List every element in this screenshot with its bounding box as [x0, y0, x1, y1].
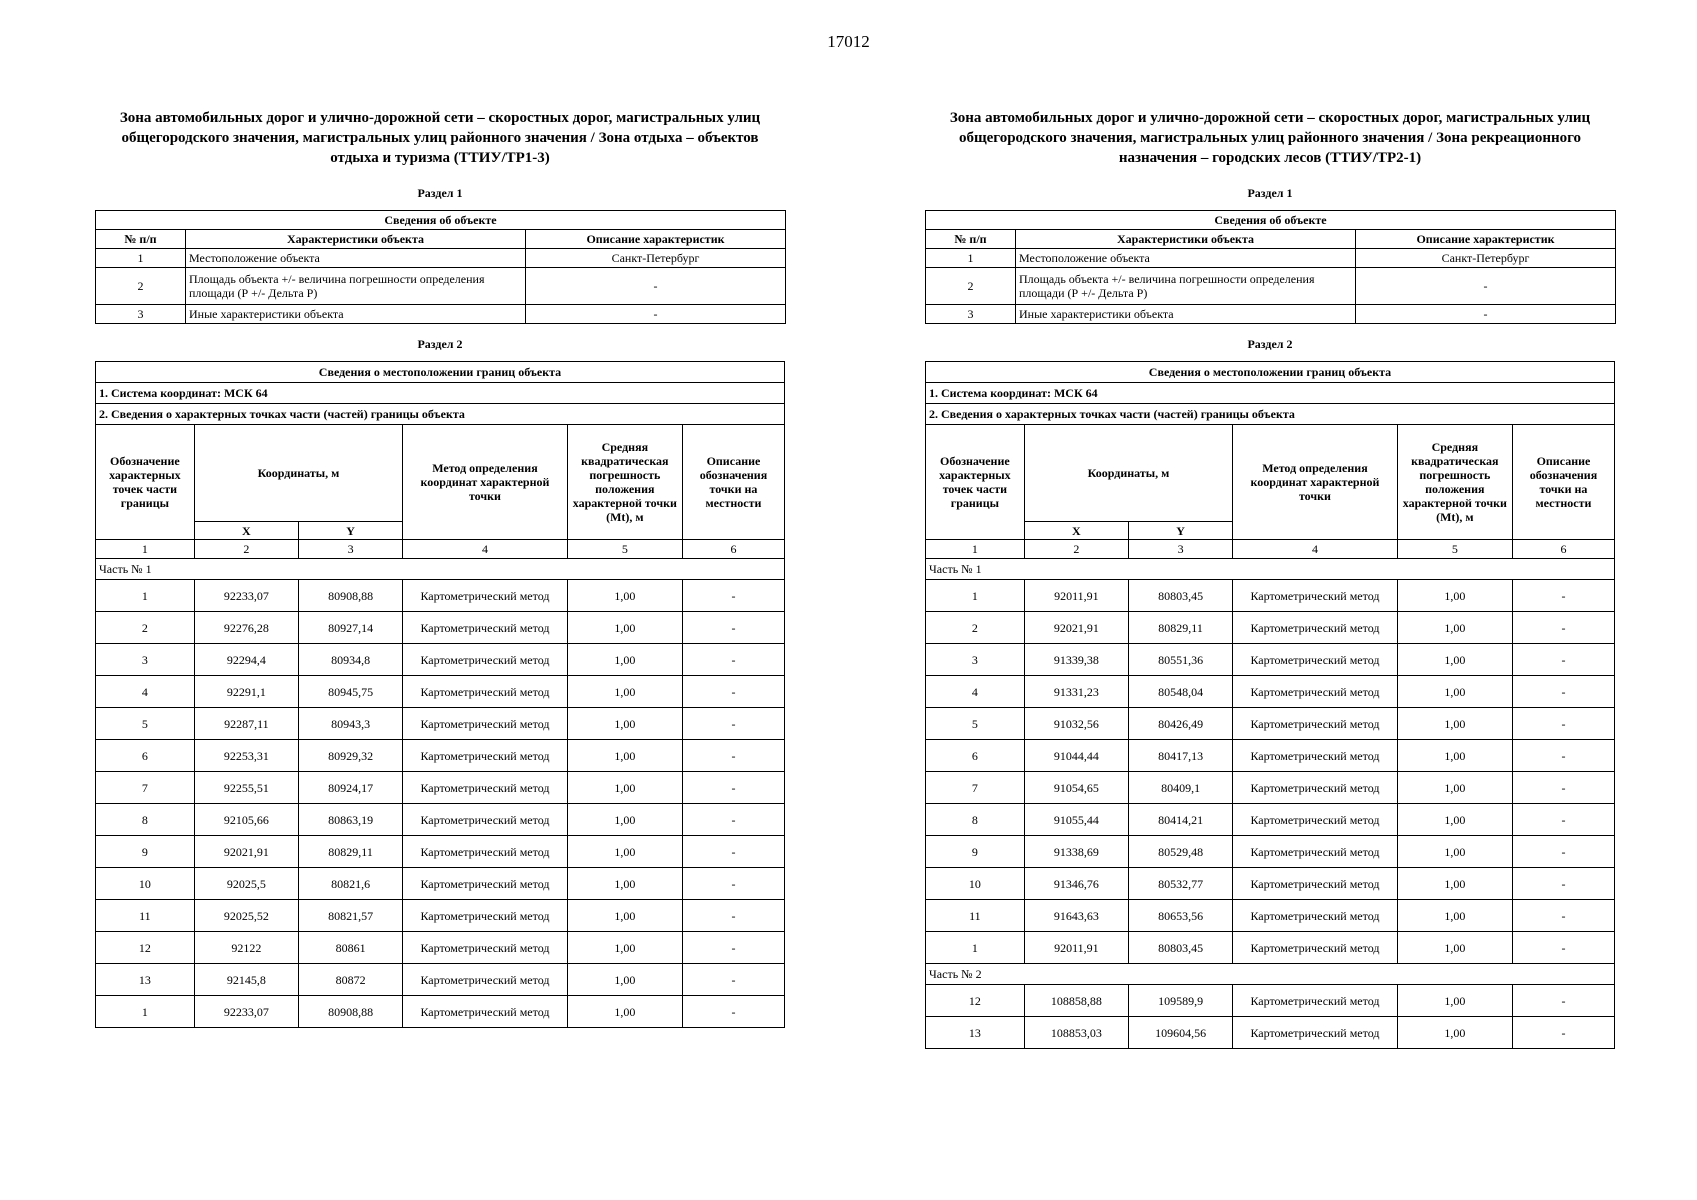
method: Картометрический метод	[403, 772, 568, 804]
col-number-header: № п/п	[96, 230, 186, 249]
info-row	[926, 305, 1616, 324]
col-method-header: Метод определения координат характерной точки	[1233, 425, 1398, 540]
point-id: 1	[926, 932, 1025, 964]
coord-x: 91339,38	[1024, 644, 1128, 676]
coord-y: 80426,49	[1128, 708, 1232, 740]
point-id: 10	[926, 868, 1025, 900]
point-id: 1	[96, 996, 195, 1028]
point-row	[926, 932, 1615, 964]
part-label: Часть № 1	[96, 559, 785, 580]
coord-x: 92287,11	[194, 708, 298, 740]
coord-y: 80409,1	[1128, 772, 1232, 804]
error-value: 1,00	[1397, 612, 1512, 644]
point-id: 4	[96, 676, 195, 708]
info-description: -	[526, 305, 786, 324]
error-value: 1,00	[1397, 644, 1512, 676]
point-row	[96, 772, 785, 804]
point-row	[96, 708, 785, 740]
coord-x: 92025,5	[194, 868, 298, 900]
marking-description: -	[682, 708, 784, 740]
method: Картометрический метод	[1233, 580, 1398, 612]
point-id: 8	[96, 804, 195, 836]
point-id: 1	[96, 580, 195, 612]
coord-x: 91346,76	[1024, 868, 1128, 900]
point-id: 8	[926, 804, 1025, 836]
marking-description: -	[682, 772, 784, 804]
coord-x: 91044,44	[1024, 740, 1128, 772]
info-number: 1	[96, 249, 186, 268]
coord-x: 92122	[194, 932, 298, 964]
section-1-label: Раздел 1	[1247, 186, 1293, 200]
error-value: 1,00	[1397, 676, 1512, 708]
marking-description: -	[682, 804, 784, 836]
point-id: 5	[96, 708, 195, 740]
error-value: 1,00	[1397, 868, 1512, 900]
coord-y: 109604,56	[1128, 1017, 1232, 1049]
info-description: -	[526, 268, 786, 305]
error-value: 1,00	[567, 932, 682, 964]
col-number-5: 5	[1397, 540, 1512, 559]
coord-y: 109589,9	[1128, 985, 1232, 1017]
method: Картометрический метод	[1233, 868, 1398, 900]
info-description: -	[1356, 305, 1616, 324]
coordinate-system: 1. Система координат: МСК 64	[926, 383, 1615, 404]
coord-x: 92025,52	[194, 900, 298, 932]
col-number-3: 3	[298, 540, 402, 559]
marking-description: -	[682, 580, 784, 612]
error-value: 1,00	[1397, 836, 1512, 868]
marking-description: -	[1512, 612, 1614, 644]
document-panel-right	[925, 108, 1615, 1049]
part-label: Часть № 1	[926, 559, 1615, 580]
info-row	[926, 268, 1616, 305]
error-value: 1,00	[567, 868, 682, 900]
col-number-2: 2	[194, 540, 298, 559]
method: Картометрический метод	[403, 676, 568, 708]
coord-y: 80945,75	[298, 676, 402, 708]
marking-description: -	[682, 900, 784, 932]
error-value: 1,00	[567, 996, 682, 1028]
method: Картометрический метод	[403, 932, 568, 964]
point-row	[96, 868, 785, 900]
point-id: 13	[926, 1017, 1025, 1049]
point-row	[926, 708, 1615, 740]
point-id: 12	[96, 932, 195, 964]
col-y-header: Y	[298, 522, 402, 540]
marking-description: -	[1512, 644, 1614, 676]
points-header: 2. Сведения о характерных точках части (частей) границы объекта	[926, 404, 1615, 425]
col-error-header: Средняя квадратическая погрешность положения характерной точки (Mt), м	[567, 425, 682, 540]
info-row	[926, 249, 1616, 268]
method: Картометрический метод	[1233, 740, 1398, 772]
coord-x: 91054,65	[1024, 772, 1128, 804]
coord-x: 91032,56	[1024, 708, 1128, 740]
col-coords-header: Координаты, м	[1024, 425, 1232, 522]
zone-title: Зона автомобильных дорог и улично-дорожной сети – скоростных дорог, магистральных улиц общегородского значения, магистральных улиц районного значения / Зона отдыха – объектов отдыха и туризма (ТТИУ/ТР1-3)	[119, 110, 761, 166]
point-id: 10	[96, 868, 195, 900]
coord-y: 80861	[298, 932, 402, 964]
col-marking-header: Описание обозначения точки на местности	[682, 425, 784, 540]
coord-x: 91055,44	[1024, 804, 1128, 836]
coord-x: 108858,88	[1024, 985, 1128, 1017]
coord-x: 92253,31	[194, 740, 298, 772]
point-id: 5	[926, 708, 1025, 740]
col-number-header: № п/п	[926, 230, 1016, 249]
coord-x: 91331,23	[1024, 676, 1128, 708]
col-number-2: 2	[1024, 540, 1128, 559]
coord-y: 80934,8	[298, 644, 402, 676]
point-row	[96, 964, 785, 996]
error-value: 1,00	[567, 900, 682, 932]
error-value: 1,00	[1397, 804, 1512, 836]
point-row	[96, 900, 785, 932]
section-1-label: Раздел 1	[417, 186, 463, 200]
coord-x: 92233,07	[194, 996, 298, 1028]
coord-y: 80829,11	[298, 836, 402, 868]
point-id: 1	[926, 580, 1025, 612]
coord-y: 80414,21	[1128, 804, 1232, 836]
col-x-header: X	[194, 522, 298, 540]
boundary-location-table	[925, 361, 1615, 1049]
col-y-header: Y	[1128, 522, 1232, 540]
coord-y: 80872	[298, 964, 402, 996]
point-row	[926, 900, 1615, 932]
col-number-5: 5	[567, 540, 682, 559]
marking-description: -	[1512, 836, 1614, 868]
info-characteristic: Местоположение объекта	[1016, 249, 1356, 268]
coord-x: 92011,91	[1024, 932, 1128, 964]
point-id: 2	[926, 612, 1025, 644]
point-id: 13	[96, 964, 195, 996]
document-panel-left	[95, 108, 785, 1028]
marking-description: -	[1512, 985, 1614, 1017]
coord-y: 80821,6	[298, 868, 402, 900]
marking-description: -	[682, 964, 784, 996]
info-number: 2	[96, 268, 186, 305]
method: Картометрический метод	[1233, 900, 1398, 932]
boundary-location-table	[95, 361, 785, 1028]
col-description-header: Описание характеристик	[526, 230, 786, 249]
marking-description: -	[1512, 868, 1614, 900]
method: Картометрический метод	[1233, 985, 1398, 1017]
info-characteristic: Площадь объекта +/- величина погрешности определения площади (Р +/- Дельта Р)	[1016, 268, 1356, 305]
point-row	[96, 932, 785, 964]
error-value: 1,00	[567, 644, 682, 676]
coord-y: 80551,36	[1128, 644, 1232, 676]
marking-description: -	[1512, 676, 1614, 708]
col-number-4: 4	[403, 540, 568, 559]
coord-x: 91338,69	[1024, 836, 1128, 868]
point-row	[926, 804, 1615, 836]
error-value: 1,00	[1397, 708, 1512, 740]
coord-y: 80653,56	[1128, 900, 1232, 932]
zone-title: Зона автомобильных дорог и улично-дорожной сети – скоростных дорог, магистральных улиц общегородского значения, магистральных улиц районного значения / Зона рекреационного назначения – городских лесов (ТТИУ/ТР2-1)	[949, 110, 1591, 166]
coord-y: 80927,14	[298, 612, 402, 644]
marking-description: -	[1512, 772, 1614, 804]
method: Картометрический метод	[1233, 644, 1398, 676]
marking-description: -	[682, 740, 784, 772]
point-id: 7	[926, 772, 1025, 804]
point-row	[96, 804, 785, 836]
col-number-6: 6	[1512, 540, 1614, 559]
point-row	[926, 836, 1615, 868]
info-row	[96, 268, 786, 305]
col-marking-header: Описание обозначения точки на местности	[1512, 425, 1614, 540]
info-description: Санкт-Петербург	[526, 249, 786, 268]
marking-description: -	[682, 932, 784, 964]
coord-x: 108853,03	[1024, 1017, 1128, 1049]
coord-y: 80829,11	[1128, 612, 1232, 644]
coord-y: 80908,88	[298, 580, 402, 612]
method: Картометрический метод	[1233, 804, 1398, 836]
marking-description: -	[682, 868, 784, 900]
coord-x: 91643,63	[1024, 900, 1128, 932]
location-header: Сведения о местоположении границ объекта	[96, 362, 785, 383]
page-number: 17012	[827, 32, 870, 51]
method: Картометрический метод	[403, 836, 568, 868]
method: Картометрический метод	[403, 708, 568, 740]
point-id: 9	[96, 836, 195, 868]
point-id: 9	[926, 836, 1025, 868]
coord-y: 80863,19	[298, 804, 402, 836]
method: Картометрический метод	[403, 900, 568, 932]
coord-x: 92291,1	[194, 676, 298, 708]
method: Картометрический метод	[403, 964, 568, 996]
method: Картометрический метод	[403, 996, 568, 1028]
col-description-header: Описание характеристик	[1356, 230, 1616, 249]
point-row	[926, 985, 1615, 1017]
method: Картометрический метод	[403, 644, 568, 676]
part-row	[926, 964, 1615, 985]
part-row	[926, 559, 1615, 580]
info-characteristic: Местоположение объекта	[186, 249, 526, 268]
info-description: -	[1356, 268, 1616, 305]
method: Картометрический метод	[403, 612, 568, 644]
coord-x: 92021,91	[194, 836, 298, 868]
point-id: 7	[96, 772, 195, 804]
coord-y: 80929,32	[298, 740, 402, 772]
point-id: 11	[96, 900, 195, 932]
error-value: 1,00	[1397, 772, 1512, 804]
point-row	[926, 644, 1615, 676]
object-info-header: Сведения об объекте	[96, 211, 786, 230]
point-id: 3	[96, 644, 195, 676]
point-row	[96, 612, 785, 644]
coord-x: 92276,28	[194, 612, 298, 644]
error-value: 1,00	[567, 676, 682, 708]
col-characteristics-header: Характеристики объекта	[186, 230, 526, 249]
point-row	[96, 644, 785, 676]
coord-x: 92294,4	[194, 644, 298, 676]
error-value: 1,00	[567, 804, 682, 836]
section-2-label: Раздел 2	[1247, 337, 1293, 351]
method: Картометрический метод	[1233, 836, 1398, 868]
error-value: 1,00	[567, 612, 682, 644]
info-number: 3	[96, 305, 186, 324]
info-characteristic: Иные характеристики объекта	[1016, 305, 1356, 324]
point-id: 3	[926, 644, 1025, 676]
info-row	[96, 249, 786, 268]
error-value: 1,00	[567, 964, 682, 996]
point-row	[926, 772, 1615, 804]
method: Картометрический метод	[1233, 772, 1398, 804]
coord-y: 80821,57	[298, 900, 402, 932]
coord-y: 80548,04	[1128, 676, 1232, 708]
col-point-header: Обозначение характерных точек части границы	[96, 425, 195, 540]
point-id: 6	[96, 740, 195, 772]
coord-y: 80532,77	[1128, 868, 1232, 900]
marking-description: -	[1512, 580, 1614, 612]
error-value: 1,00	[1397, 900, 1512, 932]
point-id: 11	[926, 900, 1025, 932]
coord-y: 80908,88	[298, 996, 402, 1028]
marking-description: -	[1512, 708, 1614, 740]
point-id: 4	[926, 676, 1025, 708]
point-row	[926, 1017, 1615, 1049]
marking-description: -	[1512, 804, 1614, 836]
coord-y: 80803,45	[1128, 580, 1232, 612]
method: Картометрический метод	[403, 804, 568, 836]
error-value: 1,00	[567, 836, 682, 868]
method: Картометрический метод	[1233, 676, 1398, 708]
location-header: Сведения о местоположении границ объекта	[926, 362, 1615, 383]
info-characteristic: Иные характеристики объекта	[186, 305, 526, 324]
point-id: 2	[96, 612, 195, 644]
point-id: 6	[926, 740, 1025, 772]
marking-description: -	[1512, 932, 1614, 964]
point-row	[926, 612, 1615, 644]
marking-description: -	[682, 836, 784, 868]
marking-description: -	[682, 644, 784, 676]
points-header: 2. Сведения о характерных точках части (частей) границы объекта	[96, 404, 785, 425]
method: Картометрический метод	[1233, 932, 1398, 964]
coord-x: 92105,66	[194, 804, 298, 836]
point-row	[926, 676, 1615, 708]
col-point-header: Обозначение характерных точек части границы	[926, 425, 1025, 540]
point-row	[926, 740, 1615, 772]
col-number-1: 1	[926, 540, 1025, 559]
col-error-header: Средняя квадратическая погрешность положения характерной точки (Mt), м	[1397, 425, 1512, 540]
info-number: 2	[926, 268, 1016, 305]
info-row	[96, 305, 786, 324]
marking-description: -	[1512, 900, 1614, 932]
object-info-table	[95, 210, 786, 324]
error-value: 1,00	[1397, 932, 1512, 964]
method: Картометрический метод	[403, 740, 568, 772]
info-number: 1	[926, 249, 1016, 268]
error-value: 1,00	[1397, 1017, 1512, 1049]
object-info-table	[925, 210, 1616, 324]
marking-description: -	[682, 612, 784, 644]
point-row	[96, 740, 785, 772]
col-method-header: Метод определения координат характерной точки	[403, 425, 568, 540]
point-row	[926, 868, 1615, 900]
error-value: 1,00	[1397, 740, 1512, 772]
coord-x: 92255,51	[194, 772, 298, 804]
coord-x: 92145,8	[194, 964, 298, 996]
error-value: 1,00	[567, 580, 682, 612]
coord-y: 80924,17	[298, 772, 402, 804]
point-row	[96, 676, 785, 708]
coord-x: 92233,07	[194, 580, 298, 612]
marking-description: -	[1512, 1017, 1614, 1049]
part-label: Часть № 2	[926, 964, 1615, 985]
marking-description: -	[682, 996, 784, 1028]
col-number-6: 6	[682, 540, 784, 559]
col-number-3: 3	[1128, 540, 1232, 559]
method: Картометрический метод	[403, 580, 568, 612]
error-value: 1,00	[567, 772, 682, 804]
point-row	[926, 580, 1615, 612]
marking-description: -	[682, 676, 784, 708]
point-row	[96, 996, 785, 1028]
method: Картометрический метод	[1233, 1017, 1398, 1049]
point-row	[96, 836, 785, 868]
coord-y: 80417,13	[1128, 740, 1232, 772]
marking-description: -	[1512, 740, 1614, 772]
point-id: 12	[926, 985, 1025, 1017]
coord-x: 92021,91	[1024, 612, 1128, 644]
point-row	[96, 580, 785, 612]
error-value: 1,00	[1397, 580, 1512, 612]
coordinate-system: 1. Система координат: МСК 64	[96, 383, 785, 404]
col-number-1: 1	[96, 540, 195, 559]
col-characteristics-header: Характеристики объекта	[1016, 230, 1356, 249]
coord-y: 80943,3	[298, 708, 402, 740]
object-info-header: Сведения об объекте	[926, 211, 1616, 230]
error-value: 1,00	[1397, 985, 1512, 1017]
method: Картометрический метод	[1233, 612, 1398, 644]
error-value: 1,00	[567, 708, 682, 740]
info-characteristic: Площадь объекта +/- величина погрешности определения площади (Р +/- Дельта Р)	[186, 268, 526, 305]
error-value: 1,00	[567, 740, 682, 772]
part-row	[96, 559, 785, 580]
info-description: Санкт-Петербург	[1356, 249, 1616, 268]
col-number-4: 4	[1233, 540, 1398, 559]
col-coords-header: Координаты, м	[194, 425, 402, 522]
section-2-label: Раздел 2	[417, 337, 463, 351]
method: Картометрический метод	[403, 868, 568, 900]
coord-x: 92011,91	[1024, 580, 1128, 612]
method: Картометрический метод	[1233, 708, 1398, 740]
coord-y: 80529,48	[1128, 836, 1232, 868]
col-x-header: X	[1024, 522, 1128, 540]
coord-y: 80803,45	[1128, 932, 1232, 964]
info-number: 3	[926, 305, 1016, 324]
